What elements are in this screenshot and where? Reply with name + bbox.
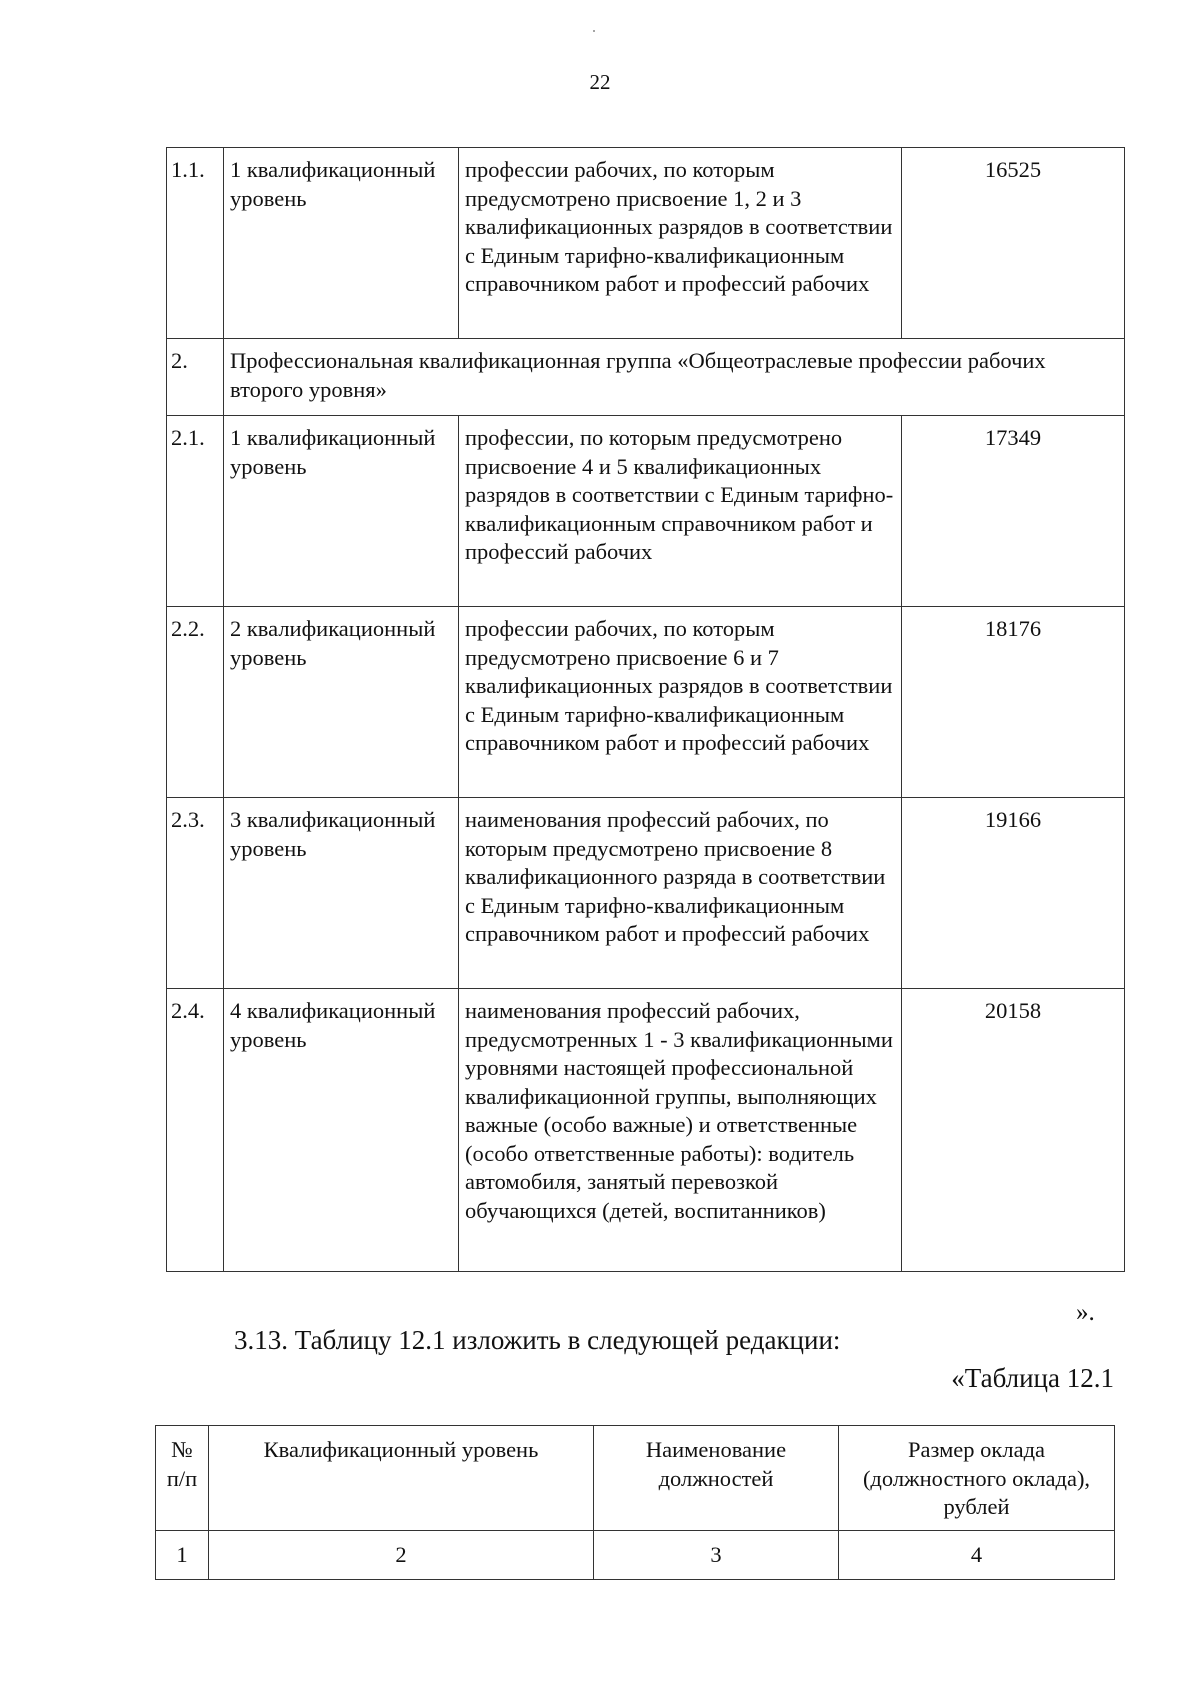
qualification-level: 1 квалификационный уровень [224, 416, 459, 607]
qualification-level: 4 квалификационный уровень [224, 989, 459, 1272]
amendment-instruction: 3.13. Таблицу 12.1 изложить в следующей редакции: [234, 1325, 841, 1355]
table-row [167, 416, 1125, 607]
qualification-level: 1 квалификационный уровень [224, 148, 459, 339]
header-salary-size: Размер оклада (должностного оклада), рублей [839, 1426, 1115, 1531]
table-row [167, 989, 1125, 1272]
column-number: 4 [839, 1531, 1115, 1580]
profession-description: профессии, по которым предусмотрено присвоение 4 и 5 квалификационных разрядов в соответствии с Единым тарифно-квалификационным справочником работ и профессий рабочих [459, 416, 902, 607]
column-number: 2 [209, 1531, 594, 1580]
header-qualification-level: Квалификационный уровень [209, 1426, 594, 1531]
salary-value: 18176 [902, 607, 1125, 798]
salary-value: 17349 [902, 416, 1125, 607]
closing-quote: ». [1076, 1299, 1095, 1326]
column-number-row [156, 1531, 1115, 1580]
table-row [167, 798, 1125, 989]
column-number: 3 [594, 1531, 839, 1580]
group-row [167, 339, 1125, 416]
table-row [167, 148, 1125, 339]
profession-description: профессии рабочих, по которым предусмотрено присвоение 6 и 7 квалификационных разрядов в соответствии с Единым тарифно-квалификационным справочником работ и профессий рабочих [459, 607, 902, 798]
header-position-names: Наименование должностей [594, 1426, 839, 1531]
row-number: 2.1. [167, 416, 224, 607]
row-number: 2. [167, 339, 224, 416]
row-number: 2.2. [167, 607, 224, 798]
column-number: 1 [156, 1531, 209, 1580]
salary-table-upper [166, 147, 1125, 1272]
qualification-level: 3 квалификационный уровень [224, 798, 459, 989]
table-row [167, 607, 1125, 798]
row-number: 2.4. [167, 989, 224, 1272]
table-caption: «Таблица 12.1 [951, 1363, 1114, 1393]
qualification-level: 2 квалификационный уровень [224, 607, 459, 798]
salary-value: 19166 [902, 798, 1125, 989]
page-number: 22 [589, 70, 611, 94]
profession-description: наименования профессий рабочих, предусмотренных 1 - 3 квалификационными уровнями настоящей профессиональной квалификационной группы, выполняющих важные (особо важные) и ответственные (особо ответственные работы): водитель автомобиля, занятый перевозкой обучающихся (детей, воспитанников) [459, 989, 902, 1272]
table-header-row [156, 1426, 1115, 1531]
profession-description: профессии рабочих, по которым предусмотрено присвоение 1, 2 и 3 квалификационных разрядов в соответствии с Единым тарифно-квалификационным справочником работ и профессий рабочих [459, 148, 902, 339]
salary-table-lower [155, 1425, 1115, 1580]
salary-value: 20158 [902, 989, 1125, 1272]
salary-value: 16525 [902, 148, 1125, 339]
profession-description: наименования профессий рабочих, по которым предусмотрено присвоение 8 квалификационного разряда в соответствии с Единым тарифно-квалификационным справочником работ и профессий рабочих [459, 798, 902, 989]
row-number: 1.1. [167, 148, 224, 339]
scan-speck [593, 30, 595, 32]
header-number: № п/п [156, 1426, 209, 1531]
group-title: Профессиональная квалификационная группа «Общеотраслевые профессии рабочих второго уровня» [224, 339, 1125, 416]
row-number: 2.3. [167, 798, 224, 989]
